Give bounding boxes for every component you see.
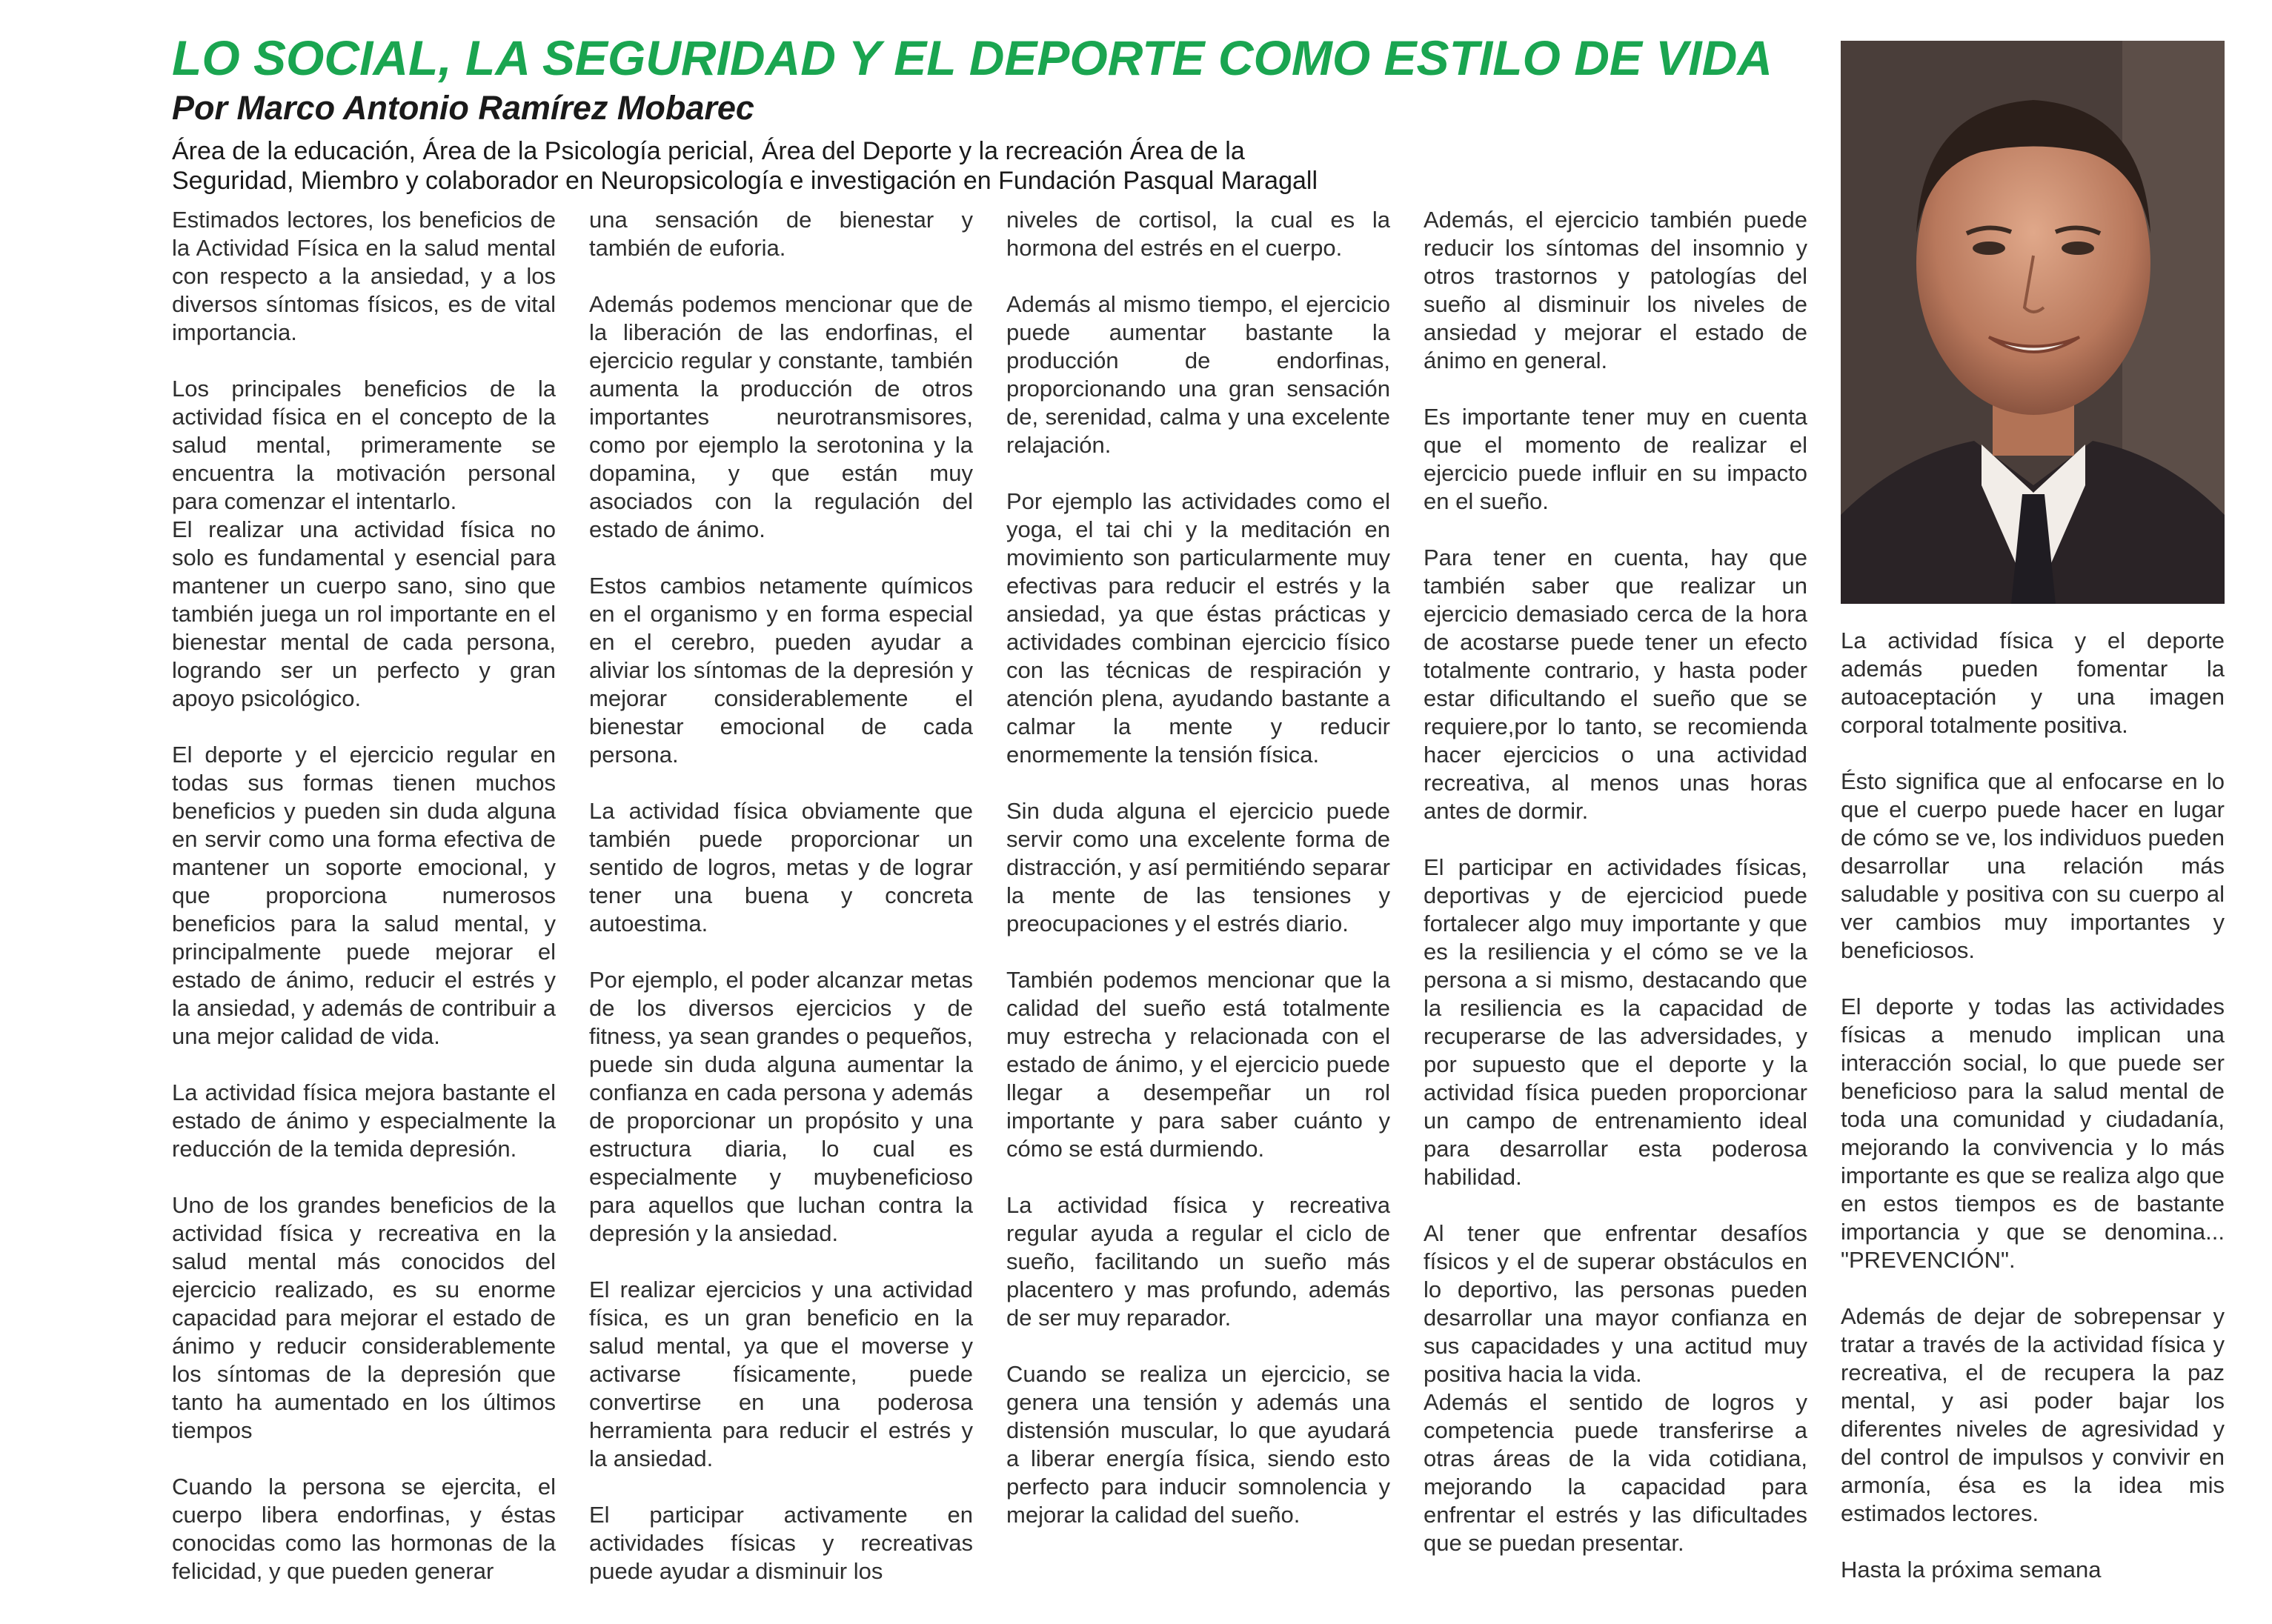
paragraph: Además podemos mencionar que de la liberación de las endorfinas, el ejercicio regular y constante, también aumenta la producción de otros importantes neurotransmisores, como por ejemplo la serotonina y la dopamina, y que están muy asociados con la regulación del estado de ánimo. (589, 291, 973, 542)
paragraph: Al tener que enfrentar desafíos físicos y el de superar obstáculos en lo deportivo, las personas pueden desarrollar una mayor confianza en sus capacidades y una actitud muy positiva hacia la vida. (1424, 1220, 1807, 1387)
paragraph: Además al mismo tiempo, el ejercicio puede aumentar bastante la producción de endorfinas, proporcionando una gran sensación de, serenidad, calma y una excelente relajación. (1006, 291, 1390, 458)
paragraph: una sensación de bienestar y también de euforia. (589, 207, 973, 261)
paragraph: Cuando se realiza un ejercicio, se genera una tensión y además una distensión muscular, lo que ayudará a liberar energía física, siendo esto perfecto para inducir somnolencia y mejorar la calidad del sueño. (1006, 1361, 1390, 1528)
paragraph: Es importante tener muy en cuenta que el momento de realizar el ejercicio puede influir en su impacto en el sueño. (1424, 404, 1807, 514)
paragraph: La actividad física mejora bastante el estado de ánimo y especialmente la reducción de la temida depresión. (172, 1079, 556, 1162)
author-portrait-icon (1841, 41, 2225, 604)
paragraph: Ésto significa que al enfocarse en lo que el cuerpo puede hacer en lugar de cómo se ve, los individuos pueden desarrollar una relación más saludable y positiva con su cuerpo al ver cambios muy importantes y beneficiosos. (1841, 768, 2225, 963)
paragraph: El participar activamente en actividades físicas y recreativas puede ayudar a disminuir los (589, 1502, 973, 1584)
paragraph: Estimados lectores, los beneficios de la Actividad Física en la salud mental con respecto a la ansiedad, y a los diversos síntomas físicos, es de vital importancia. (172, 207, 556, 345)
paragraph: La actividad física y el deporte además pueden fomentar la autoaceptación y una imagen corporal totalmente positiva. (1841, 628, 2225, 738)
paragraph: La actividad física obviamente que también puede proporcionar un sentido de logros, metas y de lograr tener una buena y concreta autoestima. (589, 798, 973, 936)
paragraph: El realizar ejercicios y una actividad física, es un gran beneficio en la salud mental, ya que el moverse y activarse físicamente, puede convertirse en una poderosa herramienta para reducir el estrés y la ansiedad. (589, 1277, 973, 1471)
article-title: LO SOCIAL, LA SEGURIDAD Y EL DEPORTE COMO ESTILO DE VIDA (172, 30, 1773, 85)
paragraph: Uno de los grandes beneficios de la actividad física y recreativa en la salud mental más conocidos del ejercicio realizado, es su enorme capacidad para mejorar el estado de ánimo y reducir considerablemente los síntomas de la depresión que tanto ha aumentado en los últimos tiempos (172, 1192, 556, 1443)
paragraph: El participar en actividades físicas, deportivas y de ejerciciod puede fortalecer algo muy importante y que es la resiliencia y el cómo se ve la persona a si mismo, destacando que la resiliencia es la capacidad de recuperarse de las adversidades, y por supuesto que el deporte y la actividad física pueden proporcionar un campo de entrenamiento ideal para desarrollar esta poderosa habilidad. (1424, 854, 1807, 1190)
paragraph: niveles de cortisol, la cual es la hormona del estrés en el cuerpo. (1006, 207, 1390, 261)
paragraph: Por ejemplo, el poder alcanzar metas de los diversos ejercicios y de fitness, ya sean grandes o pequeños, puede sin duda alguna aumentar la confianza en cada persona y además de proporcionar un propósito y una estructura diaria, lo cual es especialmente y muybeneficioso para aquellos que luchan contra la depresión y la ansiedad. (589, 967, 973, 1246)
paragraph: Para tener en cuenta, hay que también saber que realizar un ejercicio demasiado cerca de la hora de acostarse puede tener un efecto totalmente contrario, y hasta poder estar dificultando el sueño que se requiere,por lo tanto, se recomienda hacer ejercicios o una actividad recreativa, al menos unas horas antes de dormir. (1424, 545, 1807, 824)
author-affiliation (172, 136, 1395, 196)
article-column-1 (172, 206, 556, 1614)
paragraph: Por ejemplo las actividades como el yoga, el tai chi y la meditación en movimiento son particularmente muy efectivas para reducir el estrés y la ansiedad, ya que éstas prácticas y actividades combinan ejercicio físico con las técnicas de respiración y atención plena, ayudando bastante a calmar la mente y reducir enormemente la tensión física. (1006, 488, 1390, 768)
author-byline: Por Marco Antonio Ramírez Mobarec (172, 89, 754, 127)
article-column-3 (1006, 206, 1390, 1557)
paragraph: Los principales beneficios de la actividad física en el concepto de la salud mental, primeramente se encuentra la motivación personal para comenzar el intentarlo. (172, 376, 556, 514)
paragraph: Además el sentido de logros y competencia puede transferirse a otras áreas de la vida cotidiana, mejorando la capacidad para enfrentar el estrés y las dificultades que se puedan presentar. (1424, 1389, 1807, 1556)
affiliation-line-2: Seguridad, Miembro y colaborador en Neuropsicología e investigación en Fundación Pasqual Maragall (172, 167, 1318, 195)
paragraph: El realizar una actividad física no solo es fundamental y esencial para mantener un cuerpo sano, sino que también juega un rol importante en el bienestar mental de cada persona, logrando ser un perfecto y gran apoyo psicológico. (172, 516, 556, 711)
paragraph: Además, el ejercicio también puede reducir los síntomas del insomnio y otros trastornos y patologías del sueño al disminuir los niveles de ansiedad y mejorar el estado de ánimo en general. (1424, 207, 1807, 373)
article-column-5 (1841, 627, 2225, 1612)
paragraph: El deporte y todas las actividades físicas a menudo implican una interacción social, lo que puede ser beneficioso para la salud mental de toda una comunidad y ciudadanía, mejorando la convivencia y lo más importante es que se realiza algo que en estos tiempos es de bastante importancia y que se denomina... "PREVENCIÓN". (1841, 994, 2225, 1273)
paragraph: La actividad física y recreativa regular ayuda a regular el ciclo de sueño, facilitando un sueño más placentero y mas profundo, además de ser muy reparador. (1006, 1192, 1390, 1331)
paragraph: Sin duda alguna el ejercicio puede servir como una excelente forma de distracción, y así permitiéndo separar la mente de las tensiones y preocupaciones y el estrés diario. (1006, 798, 1390, 936)
closing-line: Hasta la próxima semana (1841, 1557, 2102, 1583)
author-photo (1841, 41, 2225, 604)
paragraph: También podemos mencionar que la calidad del sueño está totalmente muy estrecha y relacionada con el estado de ánimo, y el ejercicio puede llegar a desempeñar un rol importante y para saber cuánto y cómo se está durmiendo. (1006, 967, 1390, 1162)
paragraph: Estos cambios netamente químicos en el organismo y en forma especial en el cerebro, pueden ayudar a aliviar los síntomas de la depresión y mejorar considerablemente el bienestar emocional de cada persona. (589, 573, 973, 768)
affiliation-line-1: Área de la educación, Área de la Psicología pericial, Área del Deporte y la recreación Área de la (172, 137, 1245, 165)
paragraph: Cuando la persona se ejercita, el cuerpo libera endorfinas, y éstas conocidas como las hormonas de la felicidad, y que pueden generar (172, 1474, 556, 1584)
paragraph: Además de dejar de sobrepensar y tratar a través de la actividad física y recreativa, el de recupera la paz mental, y asi poder bajar los diferentes niveles de agresividad y del control de impulsos y convivir en armonía, ésa es la idea mis estimados lectores. (1841, 1303, 2225, 1526)
article-column-2 (589, 206, 973, 1614)
article-column-4 (1424, 206, 1807, 1585)
paragraph: El deporte y el ejercicio regular en todas sus formas tienen muchos beneficios y pueden sin duda alguna en servir como una forma efectiva de mantener un soporte emocional, y que proporciona numerosos beneficios para la salud mental, y principalmente puede mejorar el estado de ánimo, reducir el estrés y la ansiedad, y además de contribuir a una mejor calidad de vida. (172, 742, 556, 1049)
